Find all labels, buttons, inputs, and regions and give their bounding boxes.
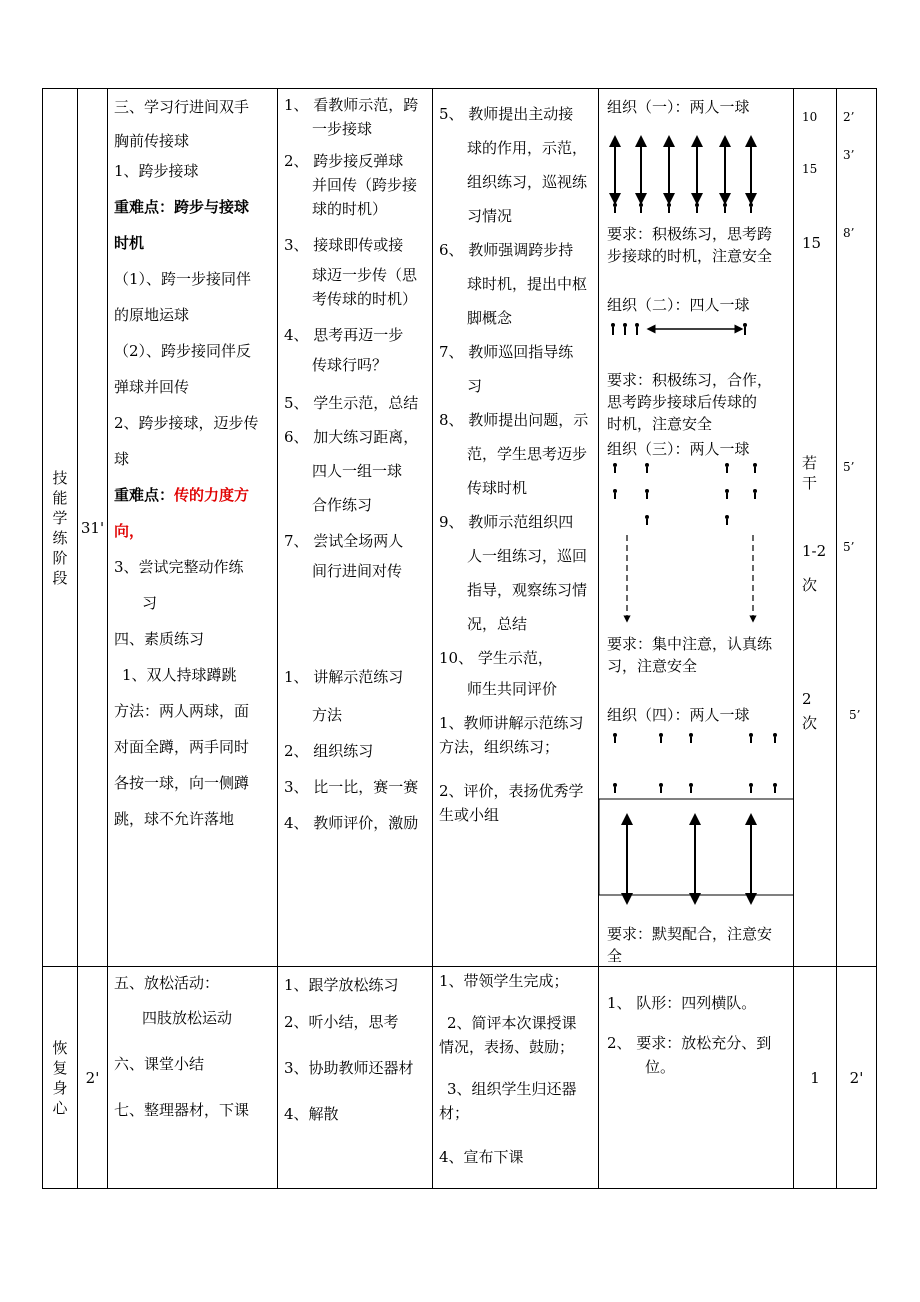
organization-column (599, 89, 794, 967)
organization-column: 1、 队形：四列横队。 2、 要求：放松充分、到 位。 (599, 967, 794, 1189)
org3-players (613, 463, 757, 525)
count-column: 10 15 15 若 干 1-2 次 2 次 (794, 89, 837, 967)
org1-title: 组织（一）：两人一球 (607, 98, 750, 116)
org1-arrows (615, 141, 751, 199)
minutes-cell: 2' (837, 967, 877, 1189)
skill-practice-row (43, 89, 877, 967)
stage-label: 技 能 学 练 阶 段 (43, 89, 78, 967)
teacher-activity-column: 5、 教师提出主动接 球的作用，示范， 组织练习，巡视练 习情况 6、 教师强调跨步持 球时机，提出中枢 脚概念 7、 教师巡回指导练 习 8、 教师提出问题，示 范，学生思考迈步 传球时机 9、 教师示范组织四 人一组练习，巡回 指导，观察练习情 况，总结 10、 学生示范， 师生共同评价 1、教师讲解示范练习 方法，组织练习； 2、评价，表扬优秀学 生或小组 (433, 89, 599, 967)
stage-time: 2' (78, 967, 108, 1189)
org3-title: 组织（三）：两人一球 (607, 440, 750, 458)
teacher-activity-column: 1、带领学生完成； 2、简评本次课授课 情况，表扬、鼓励； 3、组织学生归还器 材； 4、宣布下课 (433, 967, 599, 1189)
org2-title: 组织（二）：四人一球 (607, 296, 750, 314)
lesson-plan-table (42, 88, 877, 1189)
org4-players (613, 733, 777, 793)
org3-requirements: 要求：集中注意，认真练 习，注意安全 (607, 635, 773, 675)
org2-requirements: 要求：积极练习，合作， 思考跨步接球后传球的 时机，注意安全 (607, 371, 773, 433)
organization-diagrams (599, 89, 794, 965)
minutes-column: 2’ 3’ 8’ 5’ 5’ 5’ (837, 89, 877, 967)
content-column: 五、放松活动： 四肢放松运动 六、课堂小结 七、整理器材，下课 (108, 967, 278, 1189)
org4-title: 组织（四）：两人一球 (607, 706, 750, 724)
student-activity-column: 1、 看教师示范，跨 一步接球 2、 跨步接反弹球 并回传（跨步接 球的时机） 3、 接球即传或接 球迈一步传（思 考传球的时机） 4、 思考再迈一步 传球行吗？ 5、 学生示范，总结 6、 加大练习距离， 四人一组一球 合作练习 7、 尝试全场两人 间行进间对传 1、 讲解示范练习 方法 2、 组织练习 3、 比一比，赛一赛 4、 教师评价，激励 (278, 89, 433, 967)
content-column: 三、学习行进间双手 胸前传接球 1、跨步接球 重难点：跨步与接球 时机 （1）、跨一步接同伴 的原地运球 （2）、跨步接同伴反 弹球并回传 2、跨步接球，迈步传 球 重难点：传的力度方 向， 3、尝试完整动作练 习 四、素质练习 1、双人持球蹲跳 方法：两人两球，面 对面全蹲，两手同时 各按一球，向一侧蹲 跳，球不允许落地 (108, 89, 278, 967)
recovery-row (43, 967, 877, 1189)
org4-arrows (627, 819, 751, 899)
org1-players (613, 203, 753, 213)
stage-time: 31' (78, 89, 108, 967)
count-cell: 1 (794, 967, 837, 1189)
org4-requirements: 要求：默契配合，注意安 全 (607, 925, 773, 965)
org1-requirements: 要求：积极练习，思考跨 步接球的时机，注意安全 (607, 225, 773, 265)
stage-label: 恢 复 身 心 (43, 967, 78, 1189)
org4-court (599, 799, 794, 895)
student-activity-column: 1、跟学放松练习 2、听小结，思考 3、协助教师还器材 4、解散 (278, 967, 433, 1189)
